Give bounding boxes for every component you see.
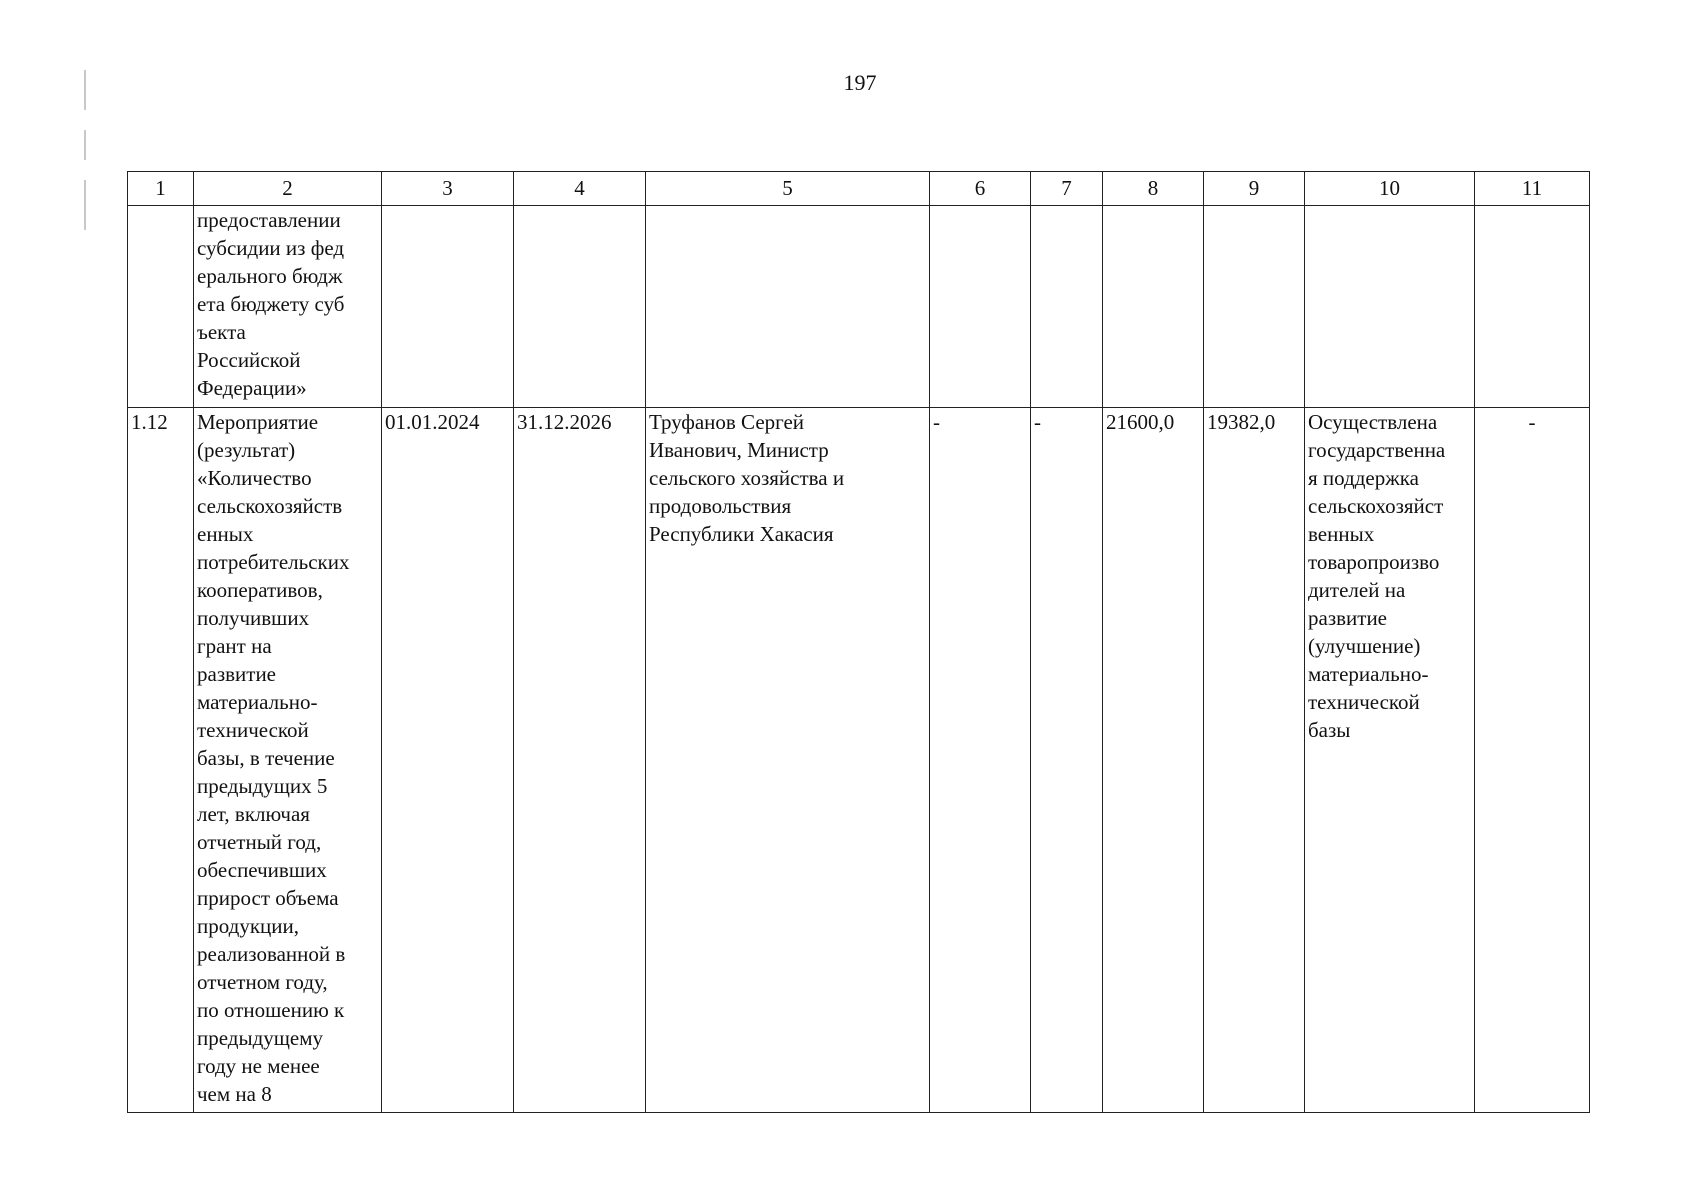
result-text: Осуществлена государственна я поддержка сельскохозяйст венных товаропроизво дителей на развитие (улучшение) материально- технической базы bbox=[1308, 410, 1446, 742]
table-row-continuation bbox=[128, 206, 1590, 408]
cell-result bbox=[1305, 408, 1475, 1113]
cell-responsible bbox=[646, 408, 930, 1113]
cell-end-date bbox=[514, 206, 646, 408]
column-header-3: 3 bbox=[382, 172, 514, 206]
column-header-10: 10 bbox=[1305, 172, 1475, 206]
column-header-5: 5 bbox=[646, 172, 930, 206]
cell-col11 bbox=[1475, 206, 1590, 408]
margin-scan-marks bbox=[36, 20, 96, 240]
column-header-1: 1 bbox=[128, 172, 194, 206]
column-header-6: 6 bbox=[930, 172, 1031, 206]
cell-col8: 21600,0 bbox=[1103, 408, 1204, 1113]
cell-col7 bbox=[1031, 206, 1103, 408]
cell-description bbox=[194, 206, 382, 408]
cell-description bbox=[194, 408, 382, 1113]
cell-col9 bbox=[1204, 206, 1305, 408]
cell-responsible bbox=[646, 206, 930, 408]
column-header-2: 2 bbox=[194, 172, 382, 206]
table-header-row bbox=[128, 172, 1590, 206]
cell-col6 bbox=[930, 206, 1031, 408]
cell-col6: - bbox=[930, 408, 1031, 1113]
cell-col9: 19382,0 bbox=[1204, 408, 1305, 1113]
page-number: 197 bbox=[843, 70, 877, 95]
cell-number bbox=[128, 206, 194, 408]
column-header-11: 11 bbox=[1475, 172, 1590, 206]
column-header-7: 7 bbox=[1031, 172, 1103, 206]
cell-col7: - bbox=[1031, 408, 1103, 1113]
column-header-9: 9 bbox=[1204, 172, 1305, 206]
column-header-4: 4 bbox=[514, 172, 646, 206]
cell-start-date: 01.01.2024 bbox=[382, 408, 514, 1113]
cell-col8 bbox=[1103, 206, 1204, 408]
cell-col11: - bbox=[1475, 408, 1590, 1113]
column-header-8: 8 bbox=[1103, 172, 1204, 206]
cell-result bbox=[1305, 206, 1475, 408]
responsible-text: Труфанов Сергей Иванович, Министр сельского хозяйства и продовольствия Республики Хакасия bbox=[649, 410, 845, 546]
description-text: Мероприятие (результат) «Количество сельскохозяйств енных потребительских кооперативов, получивших грант на развитие материально- технической базы, в течение предыдущих 5 лет, включая отчетный год, обеспечивших прирост объема продукции, реализованной в отчетном году, по отношению к предыдущему году не менее чем на 8 bbox=[197, 410, 350, 1106]
table-row-1-12 bbox=[128, 408, 1590, 1113]
document-table bbox=[127, 171, 1590, 1113]
cell-number: 1.12 bbox=[128, 408, 194, 1113]
cell-start-date bbox=[382, 206, 514, 408]
description-text: предоставлении субсидии из фед ерального бюдж ета бюджету суб ъекта Российской Федерации» bbox=[197, 208, 345, 400]
cell-end-date: 31.12.2026 bbox=[514, 408, 646, 1113]
